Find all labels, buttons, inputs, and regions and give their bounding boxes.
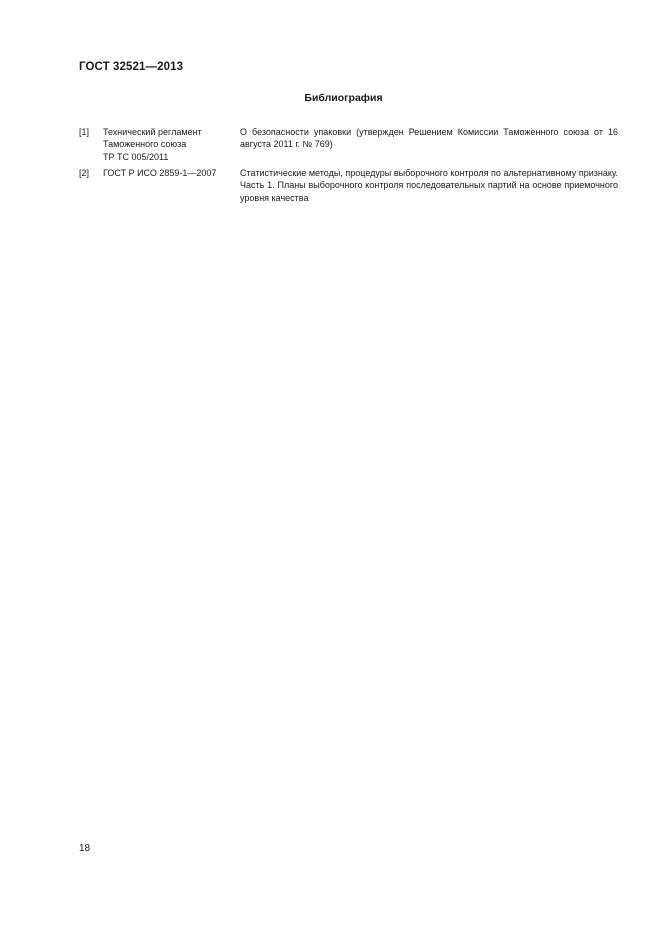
entry-number: [1]: [79, 127, 90, 137]
entry-document: [103, 167, 238, 179]
entry-document: [103, 126, 238, 163]
entry-document-line: ГОСТ Р ИСО 2859-1—2007: [103, 168, 217, 178]
section-title: Библиография: [304, 92, 383, 104]
standard-header: ГОСТ 32521—2013: [79, 61, 184, 73]
entry-description: О безопасности упаковки (утвержден Решением Комиссии Таможенного союза от 16 августа 2011 г. № 769): [240, 127, 618, 150]
bibliography-list: [79, 126, 619, 208]
entry-document-line: ТР ТС 005/2011: [103, 151, 169, 162]
bibliography-entry: [79, 167, 619, 204]
entry-description: Статистические методы, процедуры выборочного контроля по альтернативному признаку. Часть 1. Планы выборочного контроля последовательных партий на основе приемочного уровня качества: [240, 168, 618, 203]
entry-document-line: Технический регламент: [103, 127, 202, 137]
page-number: 18: [79, 843, 91, 854]
entry-document-line: Таможенного союза: [103, 139, 187, 150]
bibliography-entry: [79, 126, 619, 163]
entry-number: [2]: [79, 168, 90, 178]
